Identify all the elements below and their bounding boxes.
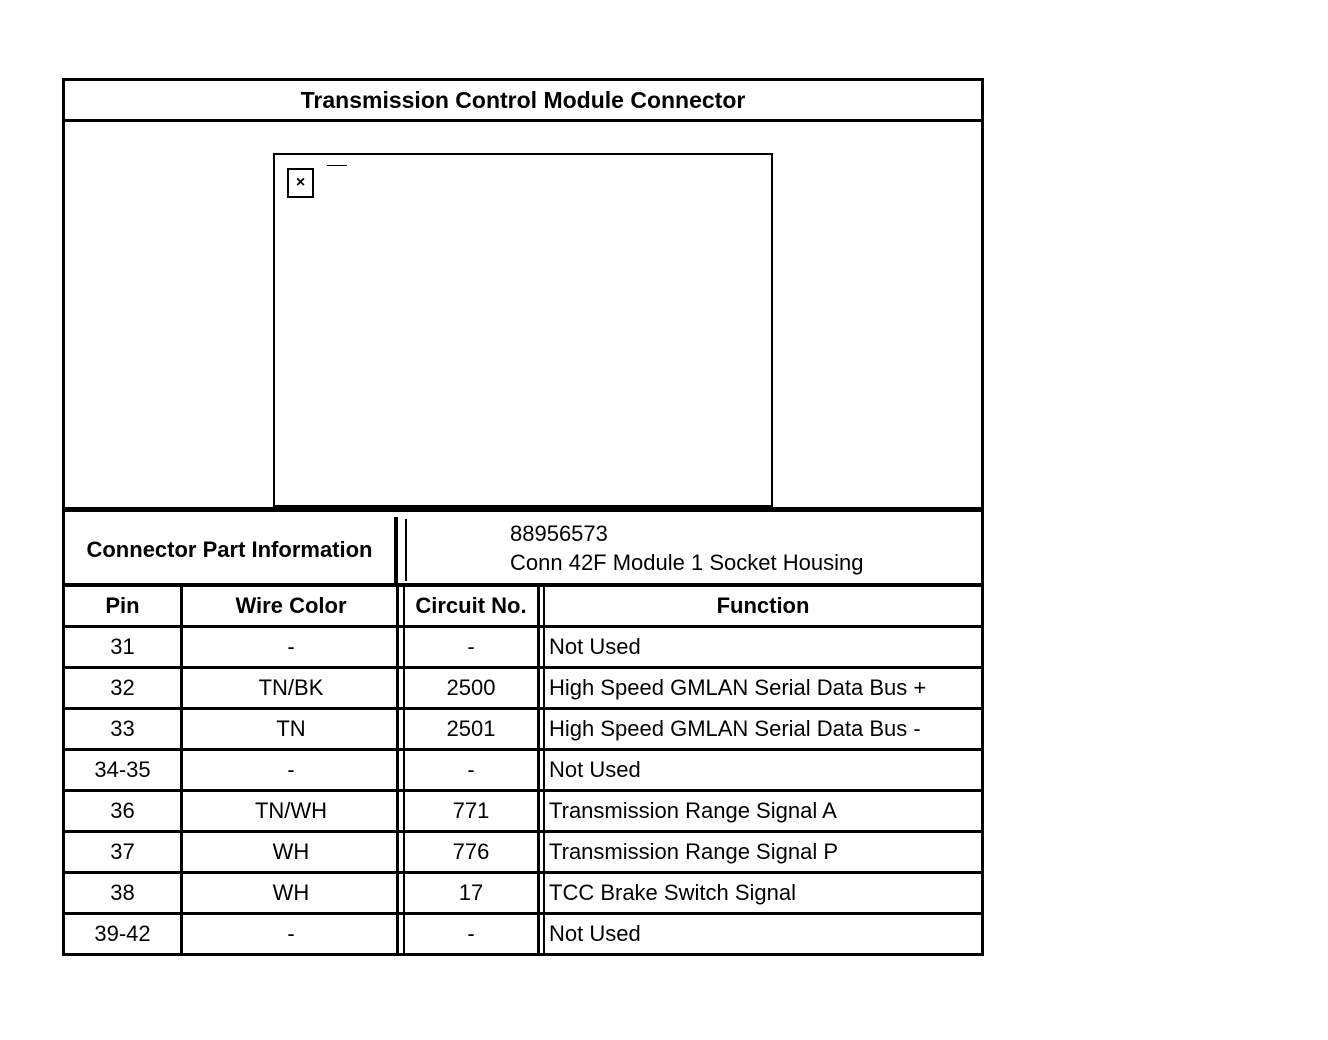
wire-color-cell: TN/WH bbox=[186, 792, 399, 830]
circuit-cell: - bbox=[403, 915, 540, 953]
circuit-cell: 2501 bbox=[403, 710, 540, 748]
pin-cell: 31 bbox=[65, 628, 183, 666]
table-title: Transmission Control Module Connector bbox=[65, 81, 981, 122]
connector-table bbox=[62, 78, 984, 956]
wire-color-cell: TN bbox=[186, 710, 399, 748]
function-cell: High Speed GMLAN Serial Data Bus - bbox=[543, 710, 981, 748]
function-cell: Not Used bbox=[543, 915, 981, 953]
wire-color-cell: WH bbox=[186, 833, 399, 871]
header-function: Function bbox=[543, 587, 981, 625]
header-wire-color: Wire Color bbox=[186, 587, 399, 625]
table-row bbox=[65, 833, 981, 874]
function-cell: Not Used bbox=[543, 751, 981, 789]
connector-image-frame bbox=[273, 153, 773, 507]
pin-cell: 33 bbox=[65, 710, 183, 748]
table-row bbox=[65, 669, 981, 710]
table-row bbox=[65, 628, 981, 669]
pin-cell: 37 bbox=[65, 833, 183, 871]
wire-color-cell: - bbox=[186, 915, 399, 953]
function-cell: Not Used bbox=[543, 628, 981, 666]
circuit-cell: 2500 bbox=[403, 669, 540, 707]
part-info-row bbox=[65, 517, 981, 587]
part-info-value bbox=[405, 519, 975, 581]
header-pin: Pin bbox=[65, 587, 183, 625]
function-cell: High Speed GMLAN Serial Data Bus + bbox=[543, 669, 981, 707]
circuit-cell: - bbox=[403, 751, 540, 789]
function-cell: TCC Brake Switch Signal bbox=[543, 874, 981, 912]
part-info-label: Connector Part Information bbox=[65, 517, 398, 583]
wire-color-cell: - bbox=[186, 751, 399, 789]
table-header-row bbox=[65, 587, 981, 628]
pin-cell: 38 bbox=[65, 874, 183, 912]
circuit-cell: 776 bbox=[403, 833, 540, 871]
function-cell: Transmission Range Signal P bbox=[543, 833, 981, 871]
wire-color-cell: TN/BK bbox=[186, 669, 399, 707]
pin-cell: 34-35 bbox=[65, 751, 183, 789]
pin-cell: 39-42 bbox=[65, 915, 183, 953]
wire-color-cell: - bbox=[186, 628, 399, 666]
header-circuit: Circuit No. bbox=[403, 587, 540, 625]
function-cell: Transmission Range Signal A bbox=[543, 792, 981, 830]
broken-image-icon: × bbox=[287, 168, 314, 198]
pin-cell: 36 bbox=[65, 792, 183, 830]
table-row bbox=[65, 915, 981, 956]
table-row bbox=[65, 874, 981, 915]
table-row bbox=[65, 751, 981, 792]
table-row bbox=[65, 710, 981, 751]
table-row bbox=[65, 792, 981, 833]
circuit-cell: - bbox=[403, 628, 540, 666]
image-caption-line bbox=[327, 165, 347, 167]
part-description: Conn 42F Module 1 Socket Housing bbox=[510, 550, 864, 575]
pin-table bbox=[65, 587, 981, 956]
wire-color-cell: WH bbox=[186, 874, 399, 912]
pin-cell: 32 bbox=[65, 669, 183, 707]
circuit-cell: 17 bbox=[403, 874, 540, 912]
part-number: 88956573 bbox=[510, 521, 608, 546]
connector-image-area bbox=[65, 122, 981, 512]
circuit-cell: 771 bbox=[403, 792, 540, 830]
